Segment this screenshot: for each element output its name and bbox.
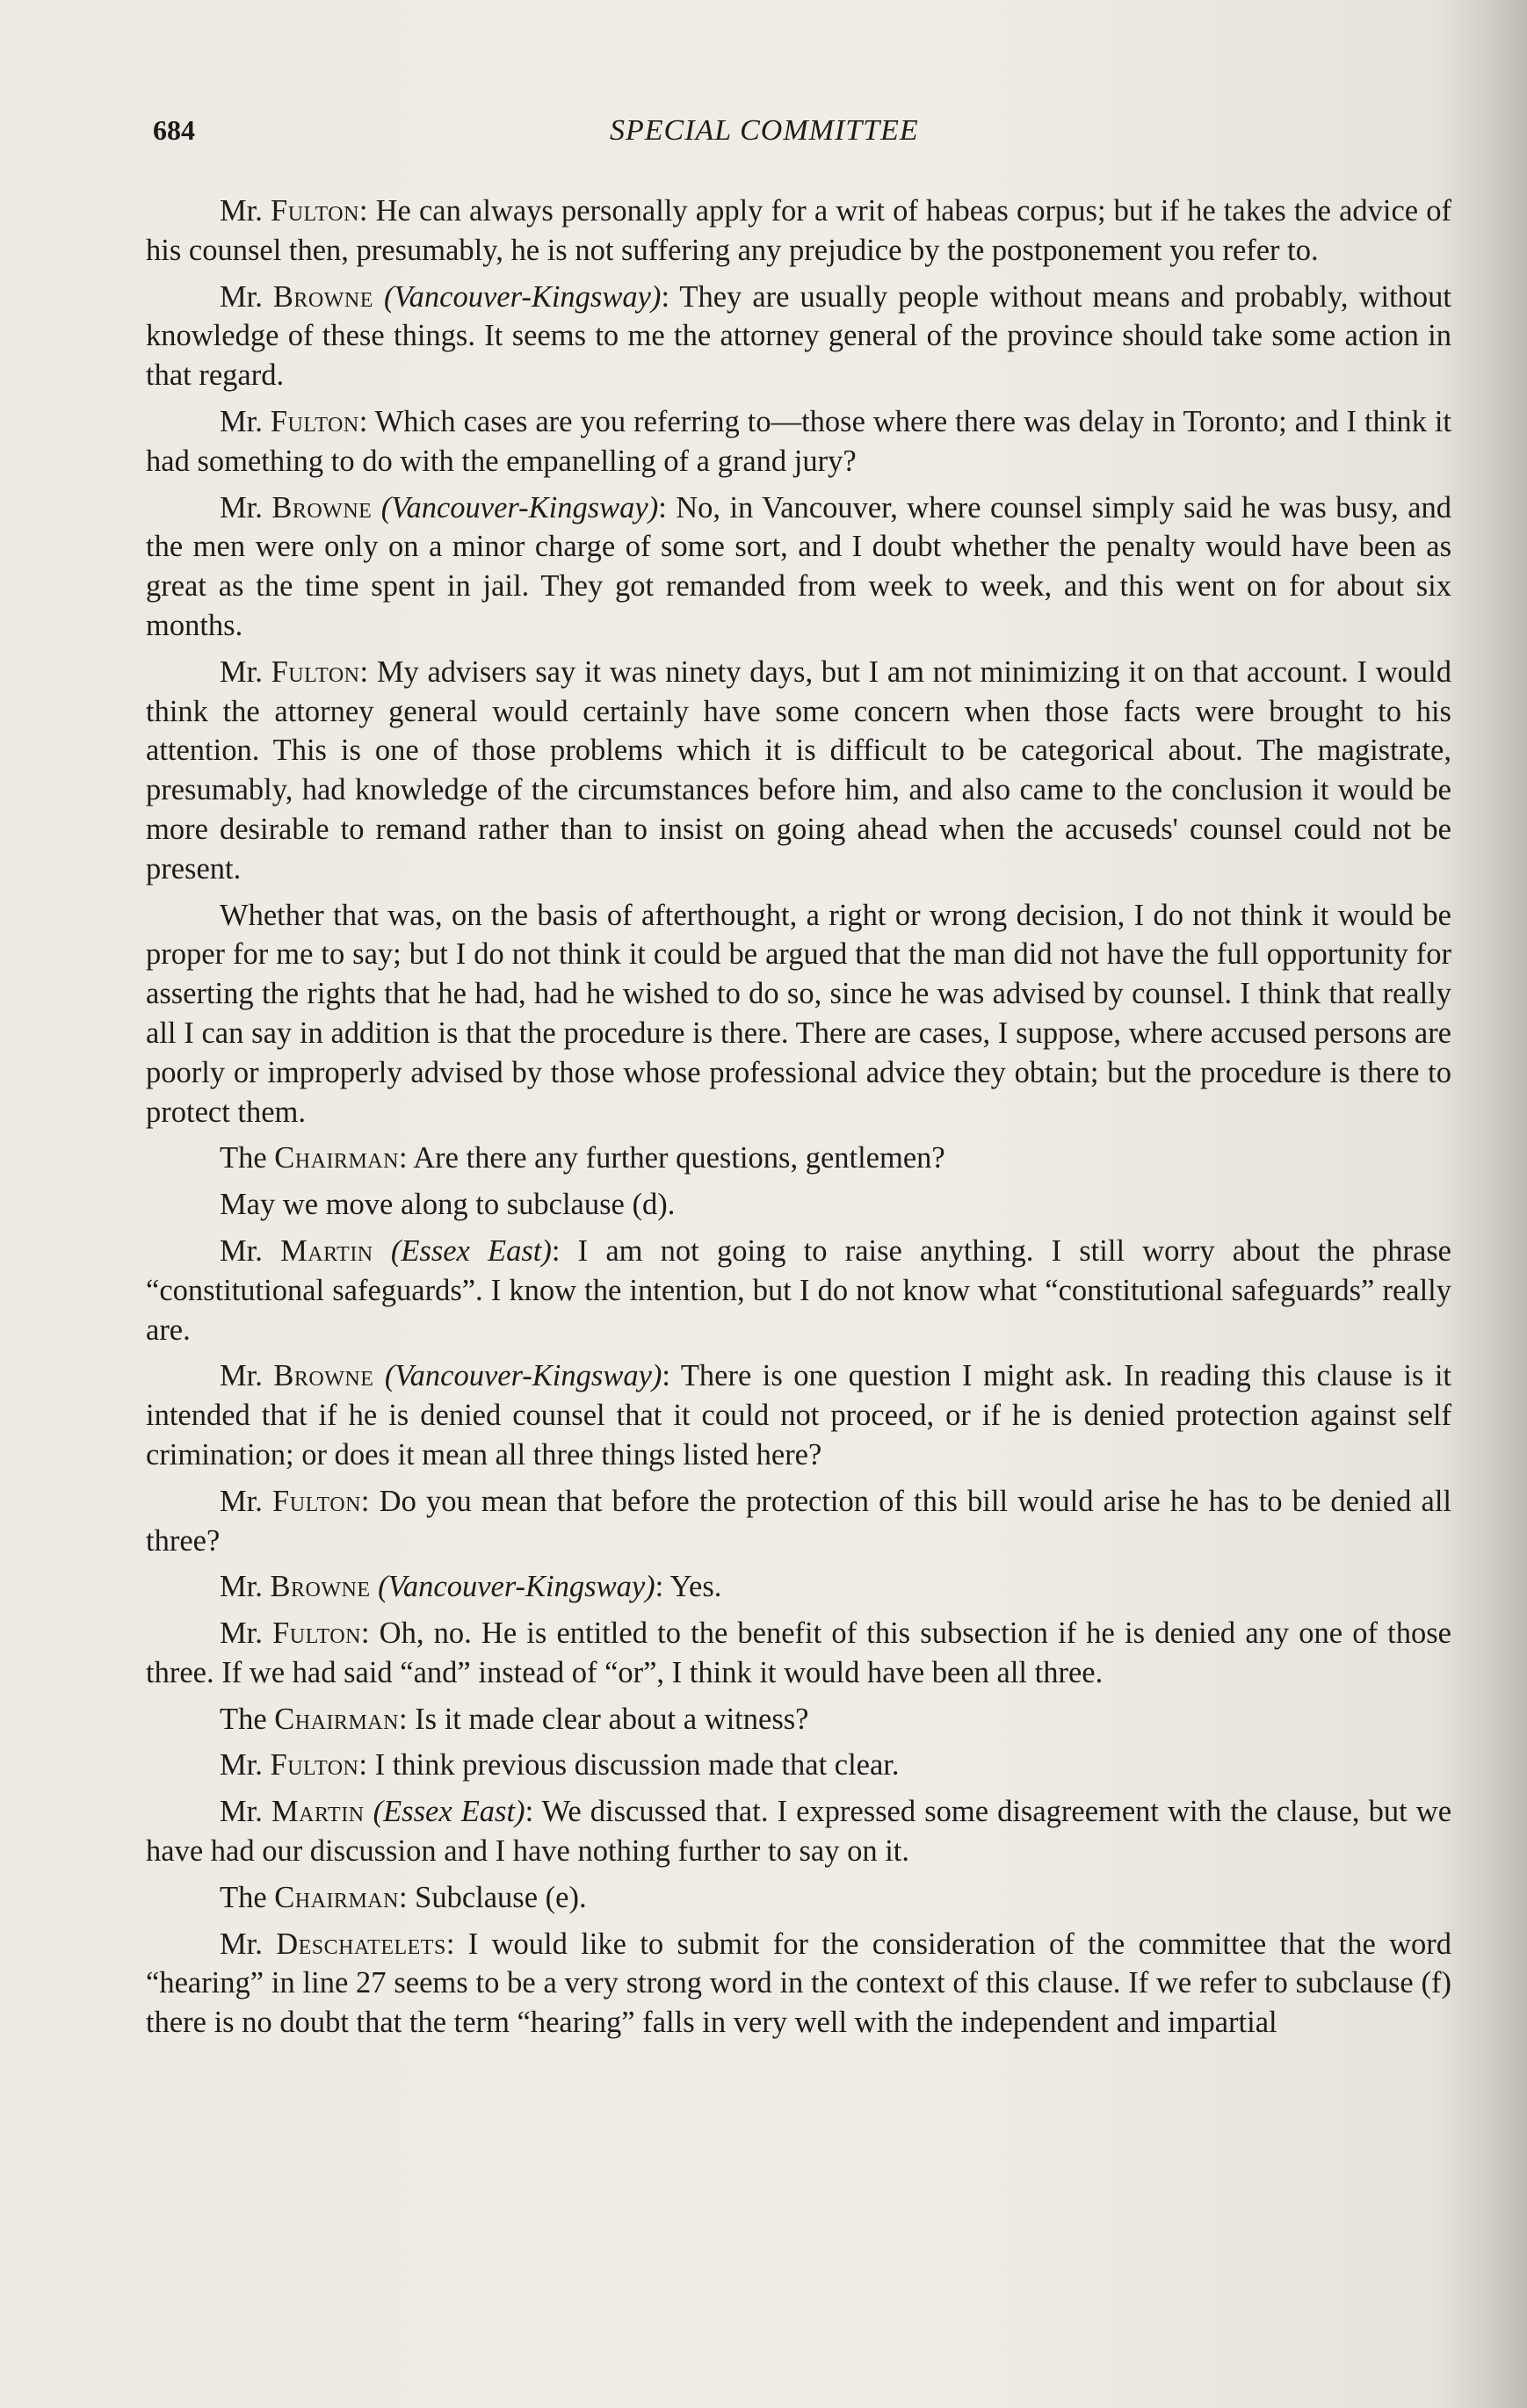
speaker-prefix: The [220, 1141, 275, 1175]
transcript-paragraph [146, 1185, 1451, 1225]
paragraph-text: : We discussed that. I expressed some disagreement with the clause, but we have had our discussion and I have nothing further to say on it. [146, 1795, 1452, 1869]
speaker-name: Chairman [274, 1702, 399, 1736]
transcript-paragraph [146, 1482, 1451, 1561]
paragraph-text: : Oh, no. He is entitled to the benefit of this subsection if he is denied any one of those three. If we had said “and” instead of “or”, I think it would have been all three. [146, 1616, 1451, 1689]
paragraph-text: : Yes. [655, 1570, 722, 1604]
speaker-name: Fulton [270, 1748, 359, 1782]
paragraph-text: Whether that was, on the basis of afterthought, a right or wrong decision, I do not think it would be proper for me to say; but I do not think it could be argued that the man did not have the full opportunity for asserting the rights that he had, had he wished to do so, since he was advised by counsel. I think that really all I can say in addition is that the procedure is there. There are cases, I suppose, where accused persons are poorly or improperly advised by those whose professional advice they obtain; but the procedure is there to protect them. [146, 898, 1451, 1129]
speaker-name: Browne [270, 1570, 371, 1604]
speaker-prefix: Mr. [220, 1795, 271, 1829]
transcript-paragraph [146, 1700, 1451, 1739]
speaker-name: Fulton [271, 194, 359, 228]
paragraph-text: : Is it made clear about a witness? [398, 1702, 809, 1736]
speaker-prefix: Mr. [220, 1927, 277, 1961]
page-header [153, 114, 1453, 158]
transcript-paragraph [146, 278, 1451, 395]
speaker-prefix: Mr. [220, 404, 271, 438]
paragraph-text: : I am not going to raise anything. I still worry about the phrase “constitutional safeguards”. I know the intention, but I do not know what “constitutional safeguards” really are. [146, 1233, 1451, 1347]
speaker-name: Fulton [272, 1484, 361, 1518]
speaker-name: Deschatelets [276, 1927, 446, 1961]
transcript-paragraph [146, 1567, 1451, 1607]
speaker-constituency: (Vancouver-Kingsway) [380, 490, 659, 524]
paragraph-text: : I think previous discussion made that clear. [358, 1748, 900, 1782]
paragraph-text: : Are there any further questions, gentlemen? [398, 1141, 945, 1175]
speaker-constituency: (Essex East) [373, 1795, 525, 1829]
paragraph-text: : They are usually people without means and probably, without knowledge of these things. It seems to me the attorney general of the province should take some action in that regard. [146, 279, 1451, 393]
paragraph-text: : Do you mean that before the protection of this bill would arise he has to be denied all three? [146, 1484, 1451, 1558]
speaker-prefix: Mr. [220, 1484, 273, 1518]
speaker-prefix: The [220, 1702, 275, 1736]
speaker-name: Fulton [270, 404, 359, 438]
speaker-prefix: Mr. [220, 654, 271, 689]
transcript-paragraph [146, 1792, 1451, 1871]
speaker-prefix: Mr. [220, 1359, 274, 1393]
speaker-prefix: Mr. [220, 490, 272, 524]
paragraph-text: : There is one question I might ask. In reading this clause is it intended that if he is denied counsel that it could not proceed, or if he is denied protection against self crimination; or does it mean all three things listed here? [146, 1359, 1451, 1472]
transcript-paragraph [146, 1878, 1451, 1918]
speaker-prefix: Mr. [220, 1233, 281, 1268]
transcript-body [146, 192, 1451, 2050]
transcript-paragraph [146, 1356, 1451, 1474]
speaker-constituency: (Vancouver-Kingsway) [378, 1570, 655, 1604]
speaker-name: Martin [271, 1795, 365, 1829]
speaker-name: Browne [273, 1359, 374, 1393]
speaker-name: Browne [271, 490, 373, 524]
transcript-paragraph [146, 1139, 1451, 1178]
speaker-name: Fulton [271, 654, 360, 689]
speaker-name: Fulton [272, 1616, 361, 1651]
transcript-paragraph [146, 896, 1451, 1132]
paragraph-text: : Subclause (e). [398, 1880, 587, 1914]
speaker-prefix: Mr. [220, 1570, 271, 1604]
speaker-prefix: Mr. [220, 279, 273, 314]
transcript-paragraph [146, 402, 1451, 481]
speaker-prefix: The [220, 1880, 275, 1914]
speaker-constituency: (Vancouver-Kingsway) [384, 1359, 662, 1393]
paragraph-text: : Which cases are you referring to—those where there was delay in Toronto; and I think it had something to do with the empanelling of a grand jury? [146, 404, 1451, 478]
speaker-prefix: Mr. [220, 1616, 273, 1651]
paragraph-text: : He can always personally apply for a writ of habeas corpus; but if he takes the advice of his counsel then, presumably, he is not suffering any prejudice by the postponement you refer to. [146, 194, 1451, 267]
running-title: SPECIAL COMMITTEE [610, 114, 919, 147]
speaker-prefix: Mr. [220, 1748, 271, 1782]
page-number: 684 [153, 114, 195, 146]
speaker-name: Chairman [274, 1880, 399, 1914]
paragraph-text: May we move along to subclause (d). [220, 1188, 676, 1222]
transcript-paragraph [146, 1746, 1451, 1785]
speaker-constituency: (Vancouver-Kingsway) [383, 279, 662, 314]
speaker-constituency: (Essex East) [390, 1233, 552, 1268]
transcript-paragraph [146, 192, 1451, 271]
transcript-paragraph [146, 1614, 1451, 1693]
speaker-prefix: Mr. [220, 194, 271, 228]
paragraph-text: : No, in Vancouver, where counsel simply said he was busy, and the men were only on a minor charge of some sort, and I doubt whether the penalty would have been as great as the time spent in jail. They got remanded from week to week, and this went on for about six months. [146, 490, 1452, 642]
speaker-name: Chairman [274, 1141, 399, 1175]
transcript-paragraph [146, 1232, 1451, 1349]
transcript-paragraph [146, 653, 1451, 889]
paragraph-text: : My advisers say it was ninety days, but I am not minimizing it on that account. I would think the attorney general would certainly have some concern when those facts were brought to his attention. This is one of those problems which it is difficult to be categorical about. The magistrate, presumably, had knowledge of the circumstances before him, and also came to the conclusion it would be more desirable to remand rather than to insist on going ahead when the accuseds' counsel could not be present. [146, 654, 1451, 886]
transcript-paragraph [146, 1925, 1451, 2043]
transcript-paragraph [146, 488, 1451, 646]
speaker-name: Martin [280, 1233, 373, 1268]
speaker-name: Browne [272, 279, 373, 314]
paragraph-text: : I would like to submit for the consideration of the committee that the word “hearing” in line 27 seems to be a very strong word in the context of this clause. If we refer to subclause (f) there is no doubt that the term “hearing” falls in very well with the independent and impartial [146, 1927, 1451, 2040]
